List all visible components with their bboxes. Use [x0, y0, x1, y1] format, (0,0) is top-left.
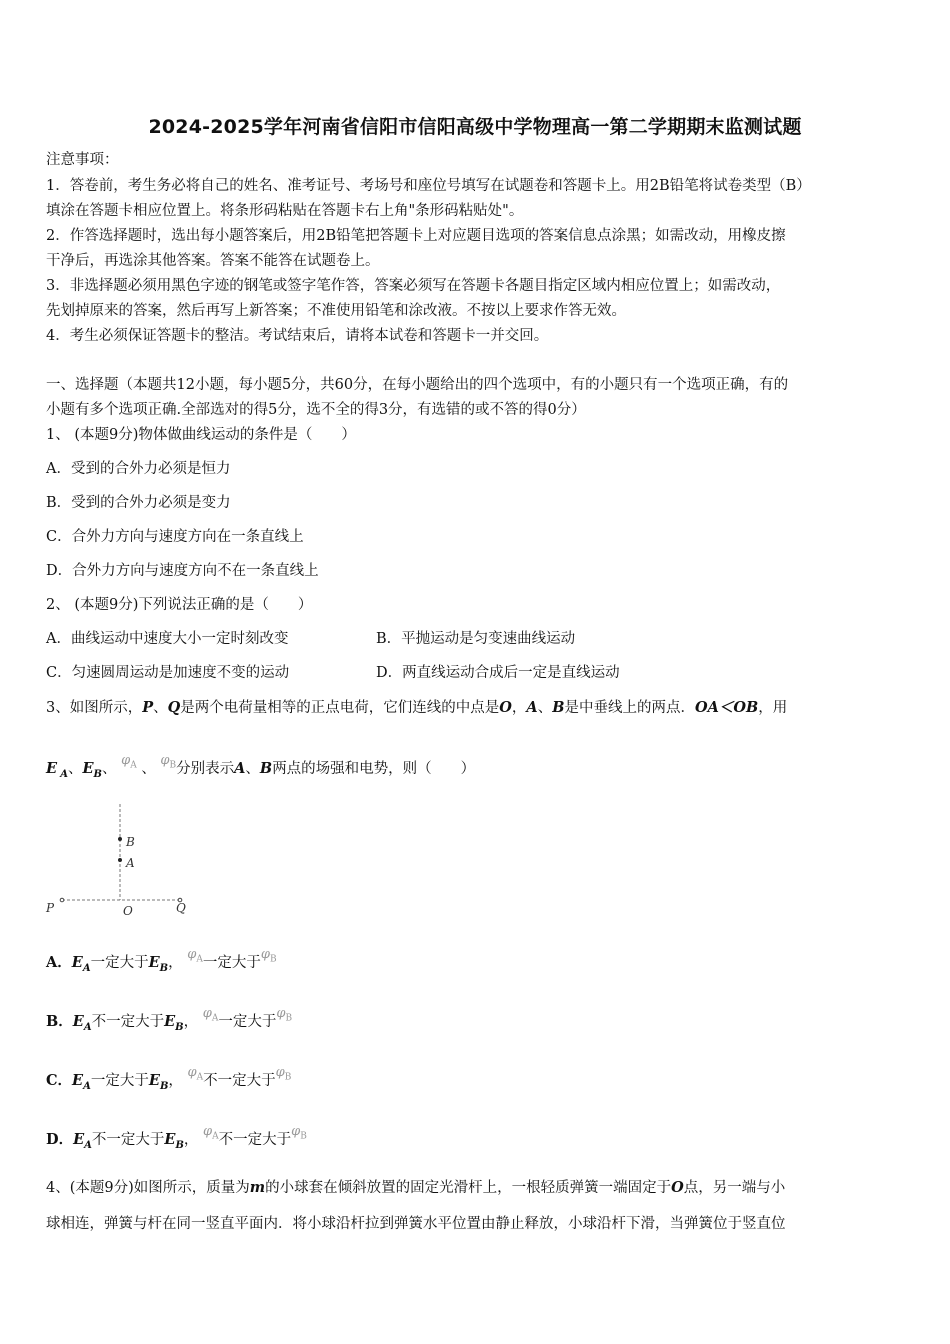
- q2-option-c: C．匀速圆周运动是加速度不变的运动: [46, 665, 290, 681]
- q3-option-c: C．$E_A$一定大于$E_B$， $\varphi_A$不一定大于$\varphi_B$: [46, 1065, 292, 1092]
- notice-item-1b: 填涂在答题卡相应位置上。将条形码粘贴在答题卡右上角"条形码粘贴处"。: [46, 203, 524, 219]
- section-header-1: 一、选择题（本题共12小题，每小题5分，共60分，在每小题给出的四个选项中，有的小题只有一个选项正确，有的: [46, 377, 789, 393]
- label-o: O: [123, 904, 133, 918]
- q4-stem-line2: 球相连，弹簧与杆在同一竖直平面内．将小球沿杆拉到弹簧水平位置由静止释放，小球沿杆下滑，当弹簧位于竖直位: [46, 1216, 786, 1232]
- label-p: P: [46, 901, 55, 915]
- q1-stem: 1、 (本题9分)物体做曲线运动的条件是（ ）: [46, 427, 356, 443]
- notice-item-2a: 2．作答选择题时，选出每小题答案后，用2B铅笔把答题卡上对应题目选项的答案信息点涂黑；如需改动，用橡皮擦: [46, 228, 786, 244]
- q3-charge-diagram: [44, 800, 204, 925]
- q1-option-a: A．受到的合外力必须是恒力: [46, 461, 231, 477]
- q2-option-d: D．两直线运动合成后一定是直线运动: [376, 665, 620, 681]
- q3-option-d: D．$E_A$不一定大于$E_B$， $\varphi_A$不一定大于$\varphi_B$: [46, 1124, 307, 1151]
- phi-b-symbol: $\varphi_B$: [160, 753, 177, 771]
- q1-option-b: B．受到的合外力必须是变力: [46, 495, 231, 511]
- q3-option-a: A．$E_A$一定大于$E_B$， $\varphi_A$一定大于$\varphi_B$: [46, 947, 277, 974]
- point-a-dot: [118, 858, 122, 862]
- page-title: 2024-2025学年河南省信阳市信阳高级中学物理高一第二学期期末监测试题: [148, 116, 802, 138]
- q3-stem-line2: E $_A$、$E_B$、 $\varphi_A$ 、 $\varphi_B$分别表示A、B两点的场强和电势，则（ ）: [46, 753, 476, 780]
- q4-stem-line1: 4、(本题9分)如图所示，质量为m的小球套在倾斜放置的固定光滑杆上，一根轻质弹簧一端固定于O点，另一端与小: [46, 1179, 786, 1196]
- phi-a-symbol: $\varphi_A$: [121, 753, 137, 771]
- point-b-dot: [118, 837, 122, 841]
- notice-item-3a: 3．非选择题必须用黑色字迹的钢笔或签字笔作答，答案必须写在答题卡各题目指定区域内相应位置上；如需改动，: [46, 278, 781, 294]
- notice-heading: 注意事项：: [46, 152, 119, 168]
- notice-item-2b: 干净后，再选涂其他答案。答案不能答在试题卷上。: [46, 253, 380, 269]
- notice-item-4: 4．考生必须保证答题卡的整洁。考试结束后，请将本试卷和答题卡一并交回。: [46, 328, 549, 344]
- section-header-2: 小题有多个选项正确.全部选对的得5分，选不全的得3分，有选错的或不答的得0分）: [46, 402, 586, 418]
- charge-p-dot: [60, 898, 64, 902]
- label-a: A: [126, 856, 135, 870]
- q2-option-b: B．平抛运动是匀变速曲线运动: [376, 631, 576, 647]
- q1-option-d: D．合外力方向与速度方向不在一条直线上: [46, 563, 319, 579]
- q3-stem-line1: 3、如图所示，P、Q是两个电荷量相等的正点电荷，它们连线的中点是O，A、B是中垂线上的两点．OA＜OB，用: [46, 699, 788, 716]
- q1-option-c: C．合外力方向与速度方向在一条直线上: [46, 529, 304, 545]
- label-q: Q: [176, 901, 186, 915]
- notice-item-1a: 1．答卷前，考生务必将自己的姓名、准考证号、考场号和座位号填写在试题卷和答题卡上。用2B铅笔将试卷类型（B）: [46, 178, 811, 194]
- q2-stem: 2、 (本题9分)下列说法正确的是（ ）: [46, 597, 313, 613]
- q3-option-b: B．$E_A$不一定大于$E_B$， $\varphi_A$一定大于$\varphi_B$: [46, 1006, 293, 1033]
- notice-item-3b: 先划掉原来的答案，然后再写上新答案；不准使用铅笔和涂改液。不按以上要求作答无效。: [46, 303, 626, 319]
- label-b: B: [126, 835, 135, 849]
- q2-option-a: A．曲线运动中速度大小一定时刻改变: [46, 631, 289, 647]
